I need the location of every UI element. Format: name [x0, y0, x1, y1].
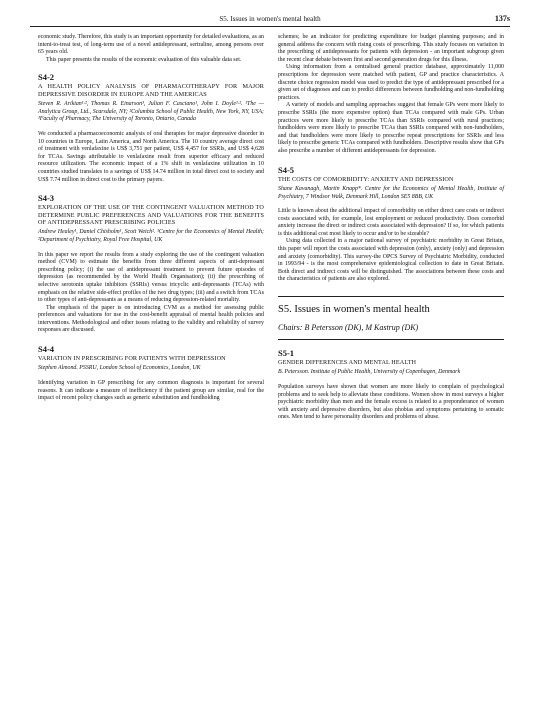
abstract-title: A HEALTH POLICY ANALYSIS OF PHARMACOTHERAPY FOR MAJOR DEPRESSIVE DISORDER IN EUROPE AND THE AMERICAS: [38, 83, 264, 98]
abstract-title: EXPLORATION OF THE USE OF THE CONTINGENT VALUATION METHOD TO DETERMINE PUBLIC PREFERENCES AND VALUATIONS FOR THE BENEFITS OF ANTIDEPRESSANT PRESCRIBING POLICIES: [38, 204, 264, 226]
continuation-paragraph: Using information from a centralised general practice database, approximately 11,000 prescriptions for depression were matched with patient, GP and practice characteristics. A discrete choice regression model was used to predict the type of antidepressant prescribed for a given set of diagnoses and can to predict differences between fundholding and non-fundholding practices.: [278, 64, 504, 101]
abstract-authors: Andrew Healey¹, Daniel Chisholm¹, Scott Weich². ¹Centre for the Economics of Mental Health; ²Department of Psychiatry, Royal Free Hospital, UK: [38, 229, 264, 243]
abstract-s4-4: [38, 344, 264, 403]
left-column: [38, 34, 264, 403]
abstract-authors: Shane Kavanagh, Martin Knapp*. Centre for the Economics of Mental Health, Institute of Psychiatry, 7 Windsor Walk, Denmark Hill, London SE5 8BB, UK: [278, 185, 504, 200]
session-title: S5. Issues in women's mental health: [278, 304, 430, 316]
abstract-body: We conducted a pharmacoeconomic analysis of oral therapies for major depressive disorder in 10 countries in Europe, Latin America, and North America. The 10 country average direct cost of treatment with venlafaxine is US$ 3,751 per patient, US$ 4,457 for SSRIs, and US$ 4,628 for TCAs. Savings attributable to venlafaxine result from superior efficacy and reduced resource utilization. The economic impact of a 1% shift in venlafaxine utilization in 10 countries studied translates to a savings of US$ 14.74 million in total direct cost to society and US$ 7.74 million in direct cost to the primary payers.: [38, 130, 264, 183]
abstract-code: S4-2: [38, 72, 55, 83]
session-header: [278, 296, 504, 340]
intro-paragraph: This paper presents the results of the economic evaluation of this valuable data set.: [46, 56, 242, 63]
abstract-code: S5-1: [278, 348, 295, 359]
continuation-paragraph: schemes; be an indicator for predicting expenditure for budget planning purposes; and in general address the concern with rising costs of prescribing. This study focuses on variation in the prescribing of antidepressants for patients with depression - an important subgroup given the recent clear debate between first and second generation drugs for this illness.: [278, 34, 504, 63]
abstract-title: THE COSTS OF COMORBIDITY: ANXIETY AND DEPRESSION: [278, 175, 454, 183]
abstract-title: VARIATION IN PRESCRIBING FOR PATIENTS WITH DEPRESSION: [38, 355, 226, 363]
continuation-paragraph: A variety of models and sampling approaches suggest that female GPs were more likely to prescribe SSRIs (the more expensive option) than TCAs compared with male GPs. Urban practices were more likely to prescribe TCAs than SSRIs compared with rural practices; fundholders were more likely to prescribe TCAs than SSRIs compared with non-fundholders, and that fundholders were more likely to prescribe repeat prescriptions for SSRIs and less likely to prescribe generic TCAs compared with fundholders. Descriptive results show that GPs also prescribe a number of different antidepressants for depression.: [278, 102, 504, 154]
abstract-body: Identifying variation in GP prescribing for any common diagnosis is important for several reasons. It can indicate a measure of inefficiency if the patient group are similar, real for the impact of recent policy changes such as generic substitution and fundholding: [38, 380, 264, 402]
running-title: S5. Issues in women's mental health: [219, 15, 321, 23]
abstract-code: S4-5: [278, 164, 295, 175]
page-header: [30, 14, 510, 27]
abstract-s4-2: [38, 72, 264, 184]
session-divider: [278, 339, 504, 340]
abstract-s4-3: [38, 193, 264, 335]
abstract-body: Little is known about the additional impact of comorbidity on either direct care costs or indirect costs associated with, for example, lost employment or reduced productivity. Does comorbid anxiety increase the direct or indirect costs associated with depression? If so, for which patients is this additional cost most likely to occur and/or to be sizeable?: [278, 208, 504, 237]
abstract-authors: Stephen Almond. PSSRU, London School of Economics, London, UK: [38, 365, 201, 372]
abstract-title: GENDER DIFFERENCES AND MENTAL HEALTH: [278, 359, 417, 367]
abstract-s5-1: [278, 348, 504, 422]
abstract-code: S4-3: [38, 193, 55, 204]
abstract-code: S4-4: [38, 344, 55, 355]
session-chairs: Chairs: B Petersson (DK), M Kastrup (DK): [278, 323, 419, 333]
abstract-authors: B. Petersson. Institute of Public Health, University of Copenhagen, Denmark: [278, 369, 461, 376]
abstract-body: Using data collected in a major national survey of psychiatric morbidity in Great Britain, this paper will report the costs associated with depression (only), anxiety (only) and depression and anxiety (comorbidity). This survey-the OPCS Survey of Psychiatric Morbidity, conducted in 1993/94 - is the most comprehensive epidemiological collection to date in Great Britain. Both direct and indirect costs will be distinguished. The associations between these costs and the characteristics of patients are also explored.: [278, 238, 504, 283]
abstract-s4-5: [278, 165, 504, 285]
abstract-authors: Steven R. Arikian¹·², Thomas R. Einarson³, Julian F. Casciano¹, John I. Doyle¹·². ¹The — Analytica Group, Ltd., Scarsdale, NY; ²Columbia School of Public Health, New York, NY, USA; ³Faculty of Pharmacy, The University of Toronto, Ontario, Canada: [38, 101, 264, 123]
abstract-body: Population surveys have shown that women are more likely to complain of psychological problems and to seek help to alleviate these conditions. Women show in most surveys a higher psychiatric morbidity than men and the female excess is related to a preponderance of women with anxiety and depressive disorders, but also phobias and symptoms pertaining to somatic ones. Men tend to have personality disorders and problems of abuse.: [278, 384, 504, 421]
page-number: 137s: [494, 14, 510, 23]
abstract-body: In this paper we report the results from a study exploring the use of the contingent valuation method (CVM) to estimate the benefits from three different aspects of anti-depressant prescribing policy; (i) the use of antidepressant treatment to prevent future episodes of depression (as recommended by the World Health Organisation); (ii) the prescribing of selective serotonin uptake inhibitors (SSRIs) versus tricyclic anti-depressants (TCAs) with emphasis on the relative side-effect profiles of the two drug types; (iii) and a switch from TCAs to other types of anti-depressants as a means of reducing depression-related mortality.: [38, 251, 264, 304]
right-column: [278, 34, 504, 422]
intro-paragraph: economic study. Therefore, this study is an important opportunity for detailed evaluations, as an intent-to-treat test, of long-term use of a novel antidepressant, sertraline, among persons over 65 years old.: [38, 34, 264, 56]
abstract-body: The emphasis of the paper is on introducing CVM as a method for assessing public preferences and valuations for use in the cost-benefit appraisal of mental health policies and interventions. Methodological and other issues relating to the validity and reliability of survey responses are discussed.: [38, 304, 264, 334]
